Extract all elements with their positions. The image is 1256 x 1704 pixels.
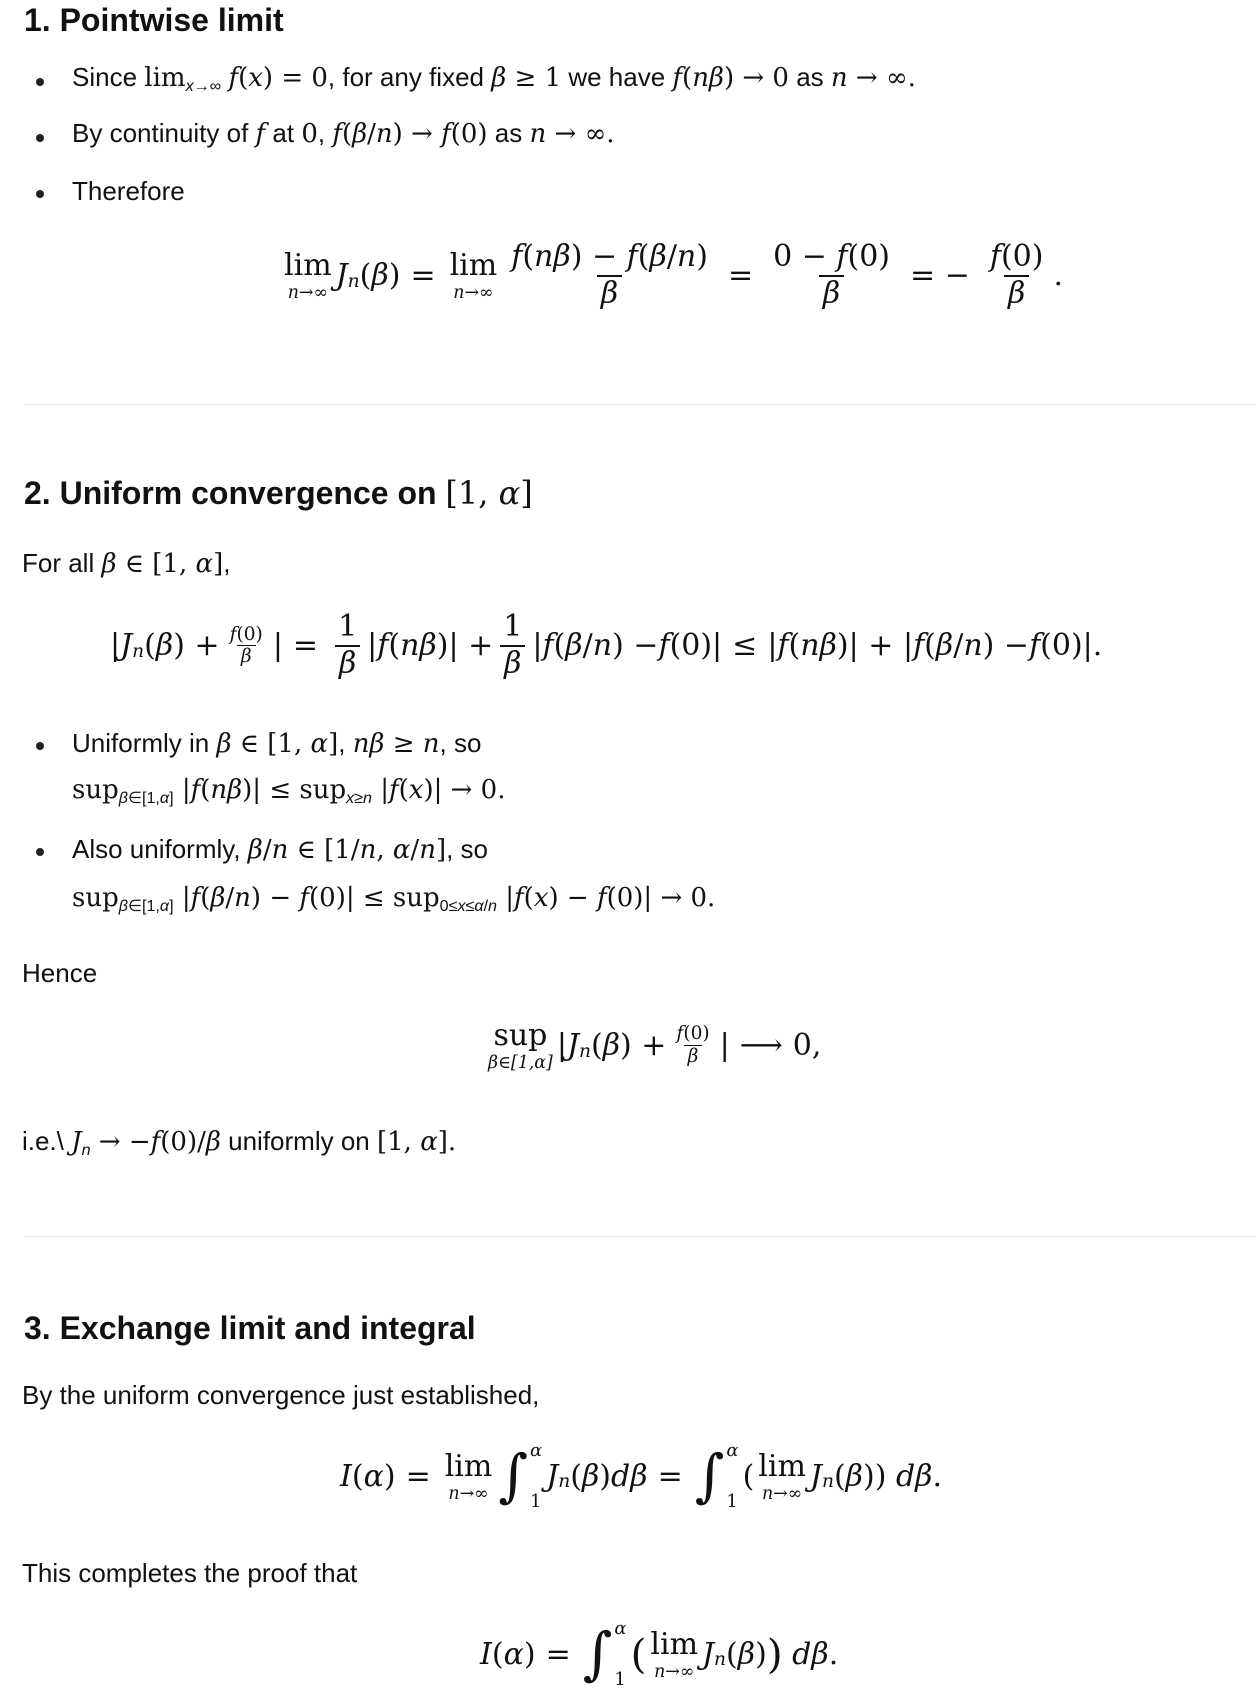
- section-2-heading: 2. Uniform convergence on [1, α]: [24, 474, 533, 512]
- bullet-dot: [36, 78, 44, 86]
- hence-label: Hence: [22, 958, 98, 988]
- exchange-intro: By the uniform convergence just established,: [22, 1380, 540, 1410]
- pointwise-bullet-2: By continuity of f at 0, f(β/n) → f(0) as n → ∞.: [72, 118, 615, 149]
- section-divider: [24, 404, 1256, 405]
- pointwise-bullet-3: Therefore: [72, 176, 185, 206]
- bullet-dot: [36, 190, 44, 198]
- uniform-sup-equation: sup β∈[1,α] | J n ( β ) + $\frac{f(0)}{\beta}$ | ⟶ 0,: [488, 1018, 822, 1073]
- uniform-intro: For all β ∈ [1, α],: [22, 548, 231, 579]
- exchange-equation: I ( α ) = lim n→∞ ∫ α 1 J n ( β ) dβ = ∫ α 1 ( lim n→∞ J n ( β )) dβ .: [340, 1440, 943, 1512]
- uniform-conclusion: i.e.\ Jn → −f(0)/β uniformly on [1, α].: [22, 1126, 457, 1160]
- uniform-bullet-2-line-2: supβ∈[1,α] |f(β/n) − f(0)| ≤ sup0≤x≤α/n |f(x) − f(0)| → 0.: [72, 883, 716, 916]
- proof-complete-text: This completes the proof that: [22, 1558, 358, 1588]
- final-equation: I ( α ) = ∫ α 1 ( lim n→∞ J n ( β ) ) dβ .: [480, 1618, 839, 1690]
- section-1-heading: 1. Pointwise limit: [24, 2, 284, 38]
- uniform-bullet-1-line-2: supβ∈[1,α] |f(nβ)| ≤ supx≥n |f(x)| → 0.: [72, 775, 506, 808]
- uniform-bound-equation: | J n ( β ) + $\frac{f(0)}{\beta}$ | = $\frac{1}{\beta}$ | f ( nβ )| + $\frac{1}{\beta}$ | f ( β / n ) − f (0)| ≤ | f ( nβ )| + | f ( β / n ) − f (0)|.: [110, 609, 1103, 681]
- pointwise-limit-equation: lim n→∞ J n ( β ) = lim n→∞ $\frac{f(n\beta) - f(\beta/n)}{\beta}$ = $\frac{0 - f(0)}{\beta}$ = − $\frac{f(0)}{\beta}$ .: [284, 239, 1063, 311]
- pointwise-bullet-1: Since limx→∞ f(x) = 0, for any fixed β ≥ 1 we have f(nβ) → 0 as n → ∞.: [72, 62, 916, 96]
- bullet-dot: [36, 134, 44, 142]
- section-3-heading: 3. Exchange limit and integral: [24, 1310, 476, 1346]
- bullet-dot: [36, 742, 44, 750]
- bullet-dot: [36, 848, 44, 856]
- uniform-bullet-1-line-1: Uniformly in β ∈ [1, α], nβ ≥ n, so: [72, 728, 482, 759]
- section-divider: [24, 1236, 1256, 1237]
- uniform-bullet-2-line-1: Also uniformly, β/n ∈ [1/n, α/n], so: [72, 834, 489, 865]
